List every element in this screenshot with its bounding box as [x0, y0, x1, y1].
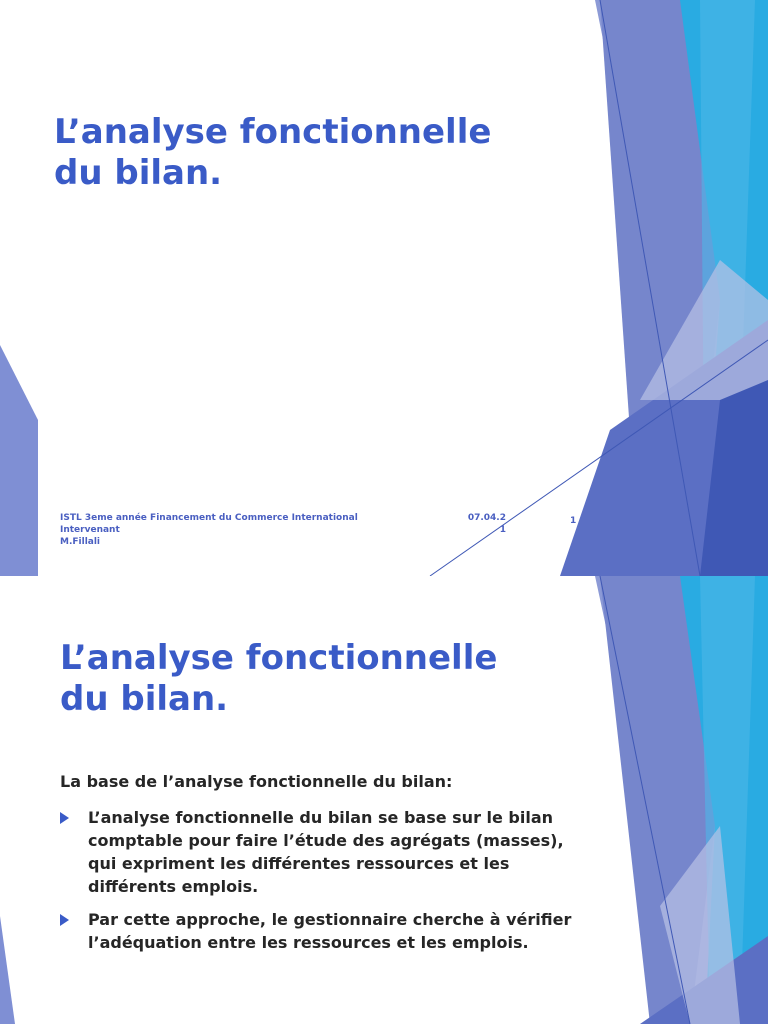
footer-text-line-1: ISTL 3eme année Financement du Commerce International Intervenant	[60, 513, 358, 535]
bullet-text: L’analyse fonctionnelle du bilan se base sur le bilan comptable pour faire l’étude des agrégats (masses), qui expriment les différentes ressources et les différents emplois.	[88, 808, 564, 896]
footer-date-line-1: 07.04.2	[467, 513, 506, 523]
slide-number: 1	[570, 516, 577, 526]
title-line-1: L’analyse fonctionnelle	[54, 112, 492, 152]
title-line-2: du bilan.	[60, 678, 229, 719]
footer-text	[60, 512, 420, 548]
bullet-item	[60, 908, 580, 954]
bullet-text: Par cette approche, le gestionnaire cherche à vérifier l’adéquation entre les ressources et les emplois.	[88, 910, 572, 952]
subheading: La base de l’analyse fonctionnelle du bilan:	[60, 772, 453, 791]
slide-title	[54, 112, 594, 194]
triangle-bullet-icon	[60, 812, 69, 824]
footer-date-line-2: 1	[499, 525, 506, 535]
bullet-list	[60, 806, 580, 964]
title-line-1: L’analyse fonctionnelle	[60, 638, 498, 678]
title-line-2: du bilan.	[54, 152, 223, 193]
triangle-bullet-icon	[60, 914, 69, 926]
bullet-item	[60, 806, 580, 898]
footer-text-line-2: M.Fillali	[60, 537, 101, 547]
slide-2	[0, 576, 768, 1024]
slide-title	[60, 638, 600, 720]
footer-date	[466, 512, 506, 536]
